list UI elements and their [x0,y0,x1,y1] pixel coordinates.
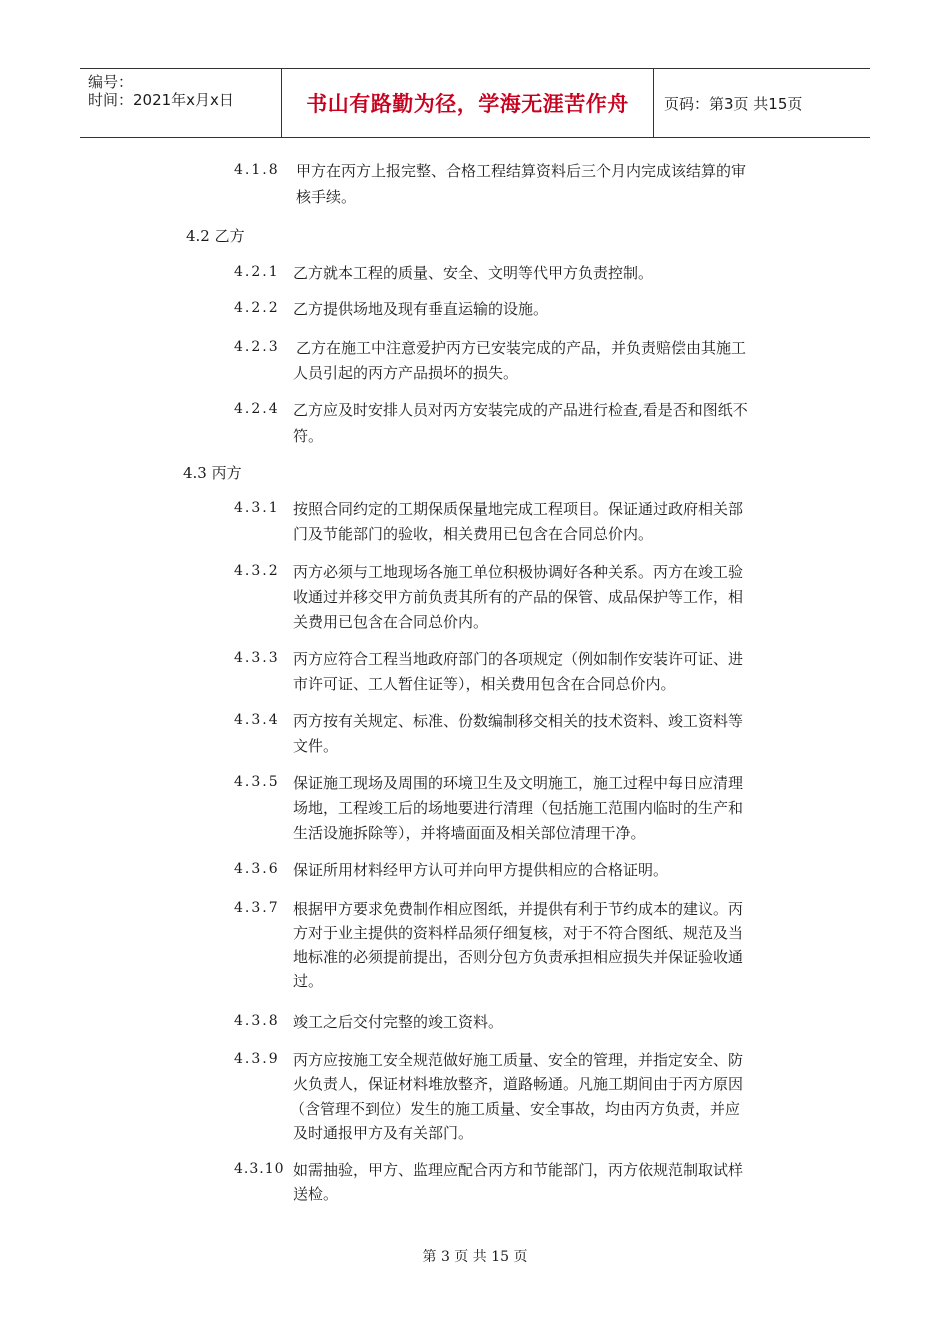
clause-line: 门及节能部门的验收，相关费用已包含在合同总价内。 [293,525,654,543]
clause-number: 4.3.7 [234,900,280,916]
clause-line: 丙方必须与工地现场各施工单位积极协调好各种关系。丙方在竣工验 [293,563,744,581]
clause-line: 地标准的必须提前提出，否则分包方负责承担相应损失并保证验收通 [293,948,744,966]
clause-line: 甲方在丙方上报完整、合格工程结算资料后三个月内完成该结算的审 [296,162,747,180]
document-header [80,68,870,138]
clause-number: 4.2.4 [234,401,280,417]
header-page-info: 页码：第3页 共15页 [664,94,803,113]
header-motto: 书山有路勤为径，学海无涯苦作舟 [282,69,654,137]
clause-line: 及时通报甲方及有关部门。 [293,1124,474,1142]
clause-line: 乙方在施工中注意爱护丙方已安装完成的产品，并负责赔偿由其施工 [296,339,747,357]
clause-number: 4.1.8 [234,162,280,178]
section-heading: 4.3 丙方 [183,464,242,482]
code-label: 编号： [88,73,134,91]
clause-number: 4.3.4 [234,712,280,728]
section-heading: 4.2 乙方 [186,227,245,245]
clause-number: 4.3.9 [234,1051,280,1067]
clause-line: 丙方按有关规定、标准、份数编制移交相关的技术资料、竣工资料等 [293,712,744,730]
time-label: 时间：2021年x月x日 [88,91,234,109]
clause-line: 乙方就本工程的质量、安全、文明等代甲方负责控制。 [293,264,654,282]
clause-line: 火负责人，保证材料堆放整齐，道路畅通。凡施工期间由于丙方原因 [293,1075,744,1093]
clause-line: 符。 [293,427,324,445]
clause-line: 市许可证、工人暂住证等），相关费用包含在合同总价内。 [293,675,676,693]
clause-line: 收通过并移交甲方前负责其所有的产品的保管、成品保护等工作，相 [293,588,744,606]
clause-line: 保证所用材料经甲方认可并向甲方提供相应的合格证明。 [293,861,669,879]
clause-line: 丙方应按施工安全规范做好施工质量、安全的管理，并指定安全、防 [293,1051,744,1069]
clause-line: 生活设施拆除等），并将墙面面及相关部位清理干净。 [293,824,646,842]
clause-line: 按照合同约定的工期保质保量地完成工程项目。保证通过政府相关部 [293,500,744,518]
clause-line: 人员引起的丙方产品损坏的损失。 [293,364,519,382]
clause-line: 核手续。 [296,188,357,206]
page-footer: 第 3 页 共 15 页 [422,1249,528,1265]
clause-number: 4.3.5 [234,774,280,790]
clause-line: 根据甲方要求免费制作相应图纸，并提供有利于节约成本的建议。丙 [293,900,744,918]
clause-line: 方对于业主提供的资料样品须仔细复核，对于不符合图纸、规范及当 [293,924,744,942]
clause-number: 4.3.10 [234,1161,285,1177]
header-meta [80,69,282,137]
clause-line: 保证施工现场及周围的环境卫生及文明施工，施工过程中每日应清理 [293,774,744,792]
clause-number: 4.3.2 [234,563,280,579]
clause-line: 文件。 [293,737,339,755]
clause-line: （含管理不到位）发生的施工质量、安全事故，均由丙方负责，并应 [290,1100,741,1118]
clause-line: 如需抽验，甲方、监理应配合丙方和节能部门，丙方依规范制取试样 [293,1161,744,1179]
clause-line: 丙方应符合工程当地政府部门的各项规定（例如制作安装许可证、进 [293,650,744,668]
clause-number: 4.3.3 [234,650,280,666]
clause-line: 过。 [293,972,324,990]
clause-number: 4.3.1 [234,500,280,516]
clause-line: 竣工之后交付完整的竣工资料。 [293,1013,504,1031]
clause-line: 场地，工程竣工后的场地要进行清理（包括施工范围内临时的生产和 [293,799,744,817]
clause-line: 乙方应及时安排人员对丙方安装完成的产品进行检查,看是否和图纸不 [293,401,748,419]
clause-line: 送检。 [293,1185,339,1203]
clause-line: 关费用已包含在合同总价内。 [293,613,489,631]
clause-number: 4.2.3 [234,339,280,355]
clause-number: 4.2.2 [234,300,280,316]
clause-number: 4.3.8 [234,1013,280,1029]
clause-number: 4.3.6 [234,861,280,877]
clause-number: 4.2.1 [234,264,280,280]
clause-line: 乙方提供场地及现有垂直运输的设施。 [293,300,549,318]
